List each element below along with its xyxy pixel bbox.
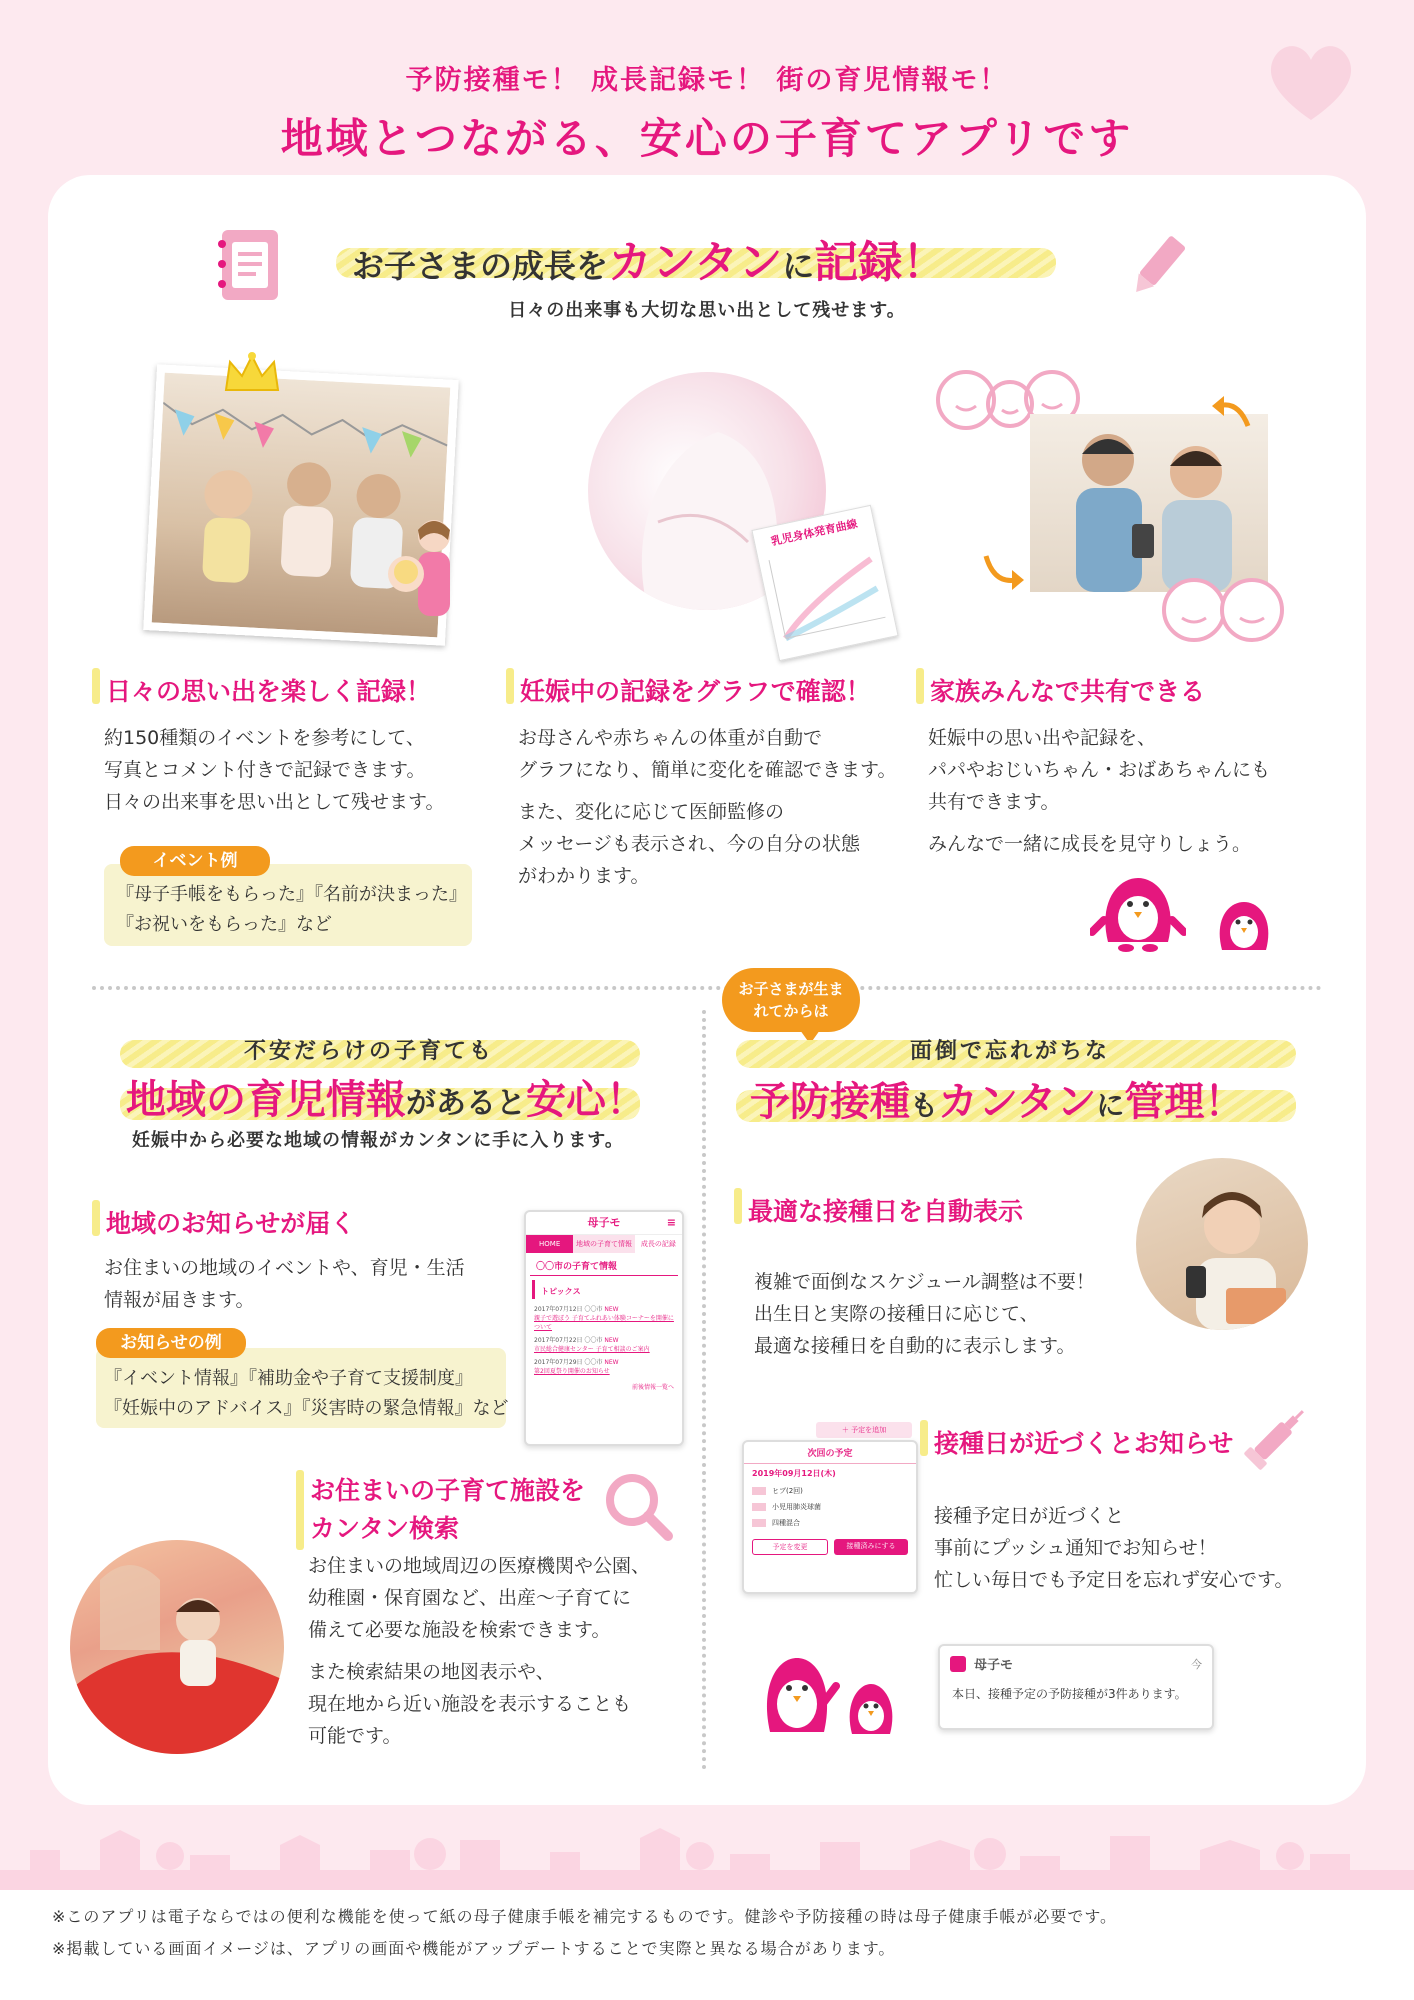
menu-icon[interactable]: ≡ <box>666 1216 676 1229</box>
notice-title: 地域のお知らせが届く <box>106 1209 356 1238</box>
change-schedule-button[interactable]: 予定を変更 <box>752 1539 828 1555</box>
schedule-mockup <box>742 1440 918 1594</box>
schedule-item: 小児用肺炎球菌 <box>744 1499 916 1515</box>
crown-icon <box>222 352 282 394</box>
feature-title-graph: 妊娠中の記録をグラフで確認！ <box>520 677 871 706</box>
syringe-icon <box>1236 1398 1316 1478</box>
growth-title: お子さまの成長をカンタンに記録！ <box>352 237 947 288</box>
local-subtitle: 妊娠中から必要な地域の情報がカンタンに手に入ります。 <box>132 1130 624 1151</box>
pencil-icon <box>1122 230 1194 302</box>
footer-note: ※掲載している画面イメージは、アプリの画面や機能がアップデートすることで実際と異なる場合があります。 <box>52 1939 896 1958</box>
topic-item[interactable]: 2017年07月22日 〇〇市 NEW 市民総合健康センター 子育て相談のご案内 <box>534 1337 650 1353</box>
column-divider <box>702 1010 706 1770</box>
schedule-item: 四種混合 <box>744 1515 916 1531</box>
growth-subtitle: 日々の出来事も大切な思い出として残せます。 <box>508 300 906 321</box>
vaccine-title: 予防接種もカンタンに管理！ <box>750 1079 1245 1125</box>
notice-example-label: お知らせの例 <box>96 1328 246 1358</box>
feature-title-memories: 日々の思い出を楽しく記録！ <box>106 677 432 706</box>
add-schedule-tab[interactable]: ＋ 予定を追加 <box>816 1422 912 1438</box>
feature-text-memories: 約150種類のイベントを参考にして、 写真とコメント付きで記録できます。 日々の出来事を思い出として残せます。 <box>104 727 445 813</box>
penguin-mascot-icon <box>1090 872 1186 954</box>
penguin-mascot-icon <box>754 1652 840 1740</box>
feature-marker <box>734 1188 742 1224</box>
event-example-label: イベント例 <box>120 846 270 876</box>
mother-baby-illustration-icon <box>378 512 468 622</box>
mark-done-button[interactable]: 接種済みにする <box>834 1539 908 1555</box>
feature-text-graph: お母さんや赤ちゃんの体重が自動で グラフになり、簡単に変化を確認できます。 また、変化に応じて医師監修の メッセージも表示され、今の自分の状態 がわかります。 <box>518 727 897 887</box>
feature-marker <box>92 668 100 704</box>
header-headline: 地域とつながる、安心の子育てアプリです <box>280 114 1134 163</box>
tab-growth[interactable]: 成長の記録 <box>635 1235 682 1253</box>
tab-home[interactable]: HOME <box>526 1235 573 1253</box>
feature-marker <box>506 668 514 704</box>
notification-text: 本日、接種予定の予防接種が3件あります。 <box>952 1687 1187 1701</box>
grandparents-photo <box>1030 414 1268 592</box>
local-title: 地域の育児情報があると安心！ <box>126 1077 646 1123</box>
auto-schedule-title: 最適な接種日を自動表示 <box>748 1197 1024 1226</box>
notification-app-name: 母子モ <box>974 1658 1014 1673</box>
feature-title-share: 家族みんなで共有できる <box>930 677 1206 706</box>
remind-title: 接種日が近づくとお知らせ <box>934 1429 1234 1458</box>
vaccine-title-small: 面倒で忘れがちな <box>910 1039 1111 1064</box>
playground-photo <box>70 1540 284 1754</box>
feature-marker <box>916 668 924 704</box>
growth-chart-label: 乳児身体発育曲線 <box>769 517 859 549</box>
arrow-curve-icon <box>980 552 1028 592</box>
town-silhouette <box>0 1810 1414 1890</box>
topics-label: トピックス <box>532 1280 676 1299</box>
feature-marker <box>92 1200 100 1236</box>
local-section-title: 〇〇市の子育て情報 <box>530 1253 678 1276</box>
event-example-text: 『母子手帳をもらった』『名前が決まった』 『お祝いをもらった』など <box>116 884 467 935</box>
push-notification[interactable] <box>938 1644 1214 1730</box>
more-link[interactable]: 前後情報一覧へ <box>631 1384 674 1391</box>
tab-local-info[interactable]: 地域の子育て情報 <box>573 1235 634 1253</box>
penguin-mascot-icon <box>842 1680 900 1740</box>
notice-text: お住まいの地域のイベントや、育児・生活 情報が届きます。 <box>104 1257 465 1311</box>
local-title-small: 不安だらけの子育ても <box>244 1039 495 1064</box>
notebook-icon <box>212 226 284 306</box>
arrow-curve-icon <box>1208 392 1256 432</box>
schedule-date: 2019年09月12日(木) <box>752 1469 836 1478</box>
mother-phone-photo <box>1136 1158 1308 1330</box>
search-title: お住まいの子育て施設を カンタン検索 <box>310 1476 586 1543</box>
heart-badge-icon <box>1262 38 1360 124</box>
schedule-item: ヒブ(2回) <box>744 1483 916 1499</box>
app-icon <box>950 1656 966 1672</box>
notification-time: 今 <box>1191 1657 1202 1671</box>
notice-example-text: 『イベント情報』『補助金や子育て支援制度』 『妊娠中のアドバイス』『災害時の緊急情報』など <box>104 1368 509 1419</box>
app-name: 母子モ <box>587 1216 621 1229</box>
app-screen-mockup <box>524 1210 684 1446</box>
magnifier-icon <box>602 1470 674 1542</box>
grandparents-faces-icon <box>1160 570 1284 644</box>
feature-text-share: 妊娠中の思い出や記録を、 パパやおじいちゃん・おばあちゃんにも 共有できます。 みんなで一緒に成長を見守りしょう。 <box>928 727 1271 855</box>
footer-note: ※このアプリは電子ならではの便利な機能を使って紙の母子健康手帳を補完するものです。健診や予防接種の時は母子健康手帳が必要です。 <box>52 1907 1118 1926</box>
section-divider <box>92 986 1322 990</box>
header-tagline: 予防接種モ！ 成長記録モ！ 街の育児情報モ！ <box>405 65 1009 96</box>
feature-marker <box>920 1420 928 1456</box>
topic-item[interactable]: 2017年07月29日 〇〇市 NEW 第2回夏祭り開催のお知らせ <box>534 1359 619 1375</box>
born-bubble: お子さまが生まれてからは <box>722 968 860 1032</box>
penguin-mascot-icon <box>1210 898 1278 958</box>
search-text: お住まいの地域周辺の医療機関や公園、 幼稚園・保育園など、出産〜子育てに 備えて必要な施設を検索できます。 また検索結果の地図表示や、 現在地から近い施設を表示することも 可能です。 <box>308 1555 651 1747</box>
auto-schedule-text: 複雑で面倒なスケジュール調整は不要！ 出生日と実際の接種日に応じて、 最適な接種日を自動的に表示します。 <box>754 1271 1095 1357</box>
feature-marker <box>296 1470 304 1550</box>
topic-item[interactable]: 2017年07月12日 〇〇市 NEW 親子で遊ぼう 子育てふれあい体験コーナーを開催について <box>534 1306 674 1331</box>
remind-text: 接種予定日が近づくと 事前にプッシュ通知でお知らせ！ 忙しい毎日でも予定日を忘れず安心です。 <box>934 1505 1294 1591</box>
schedule-header: 次回の予定 <box>744 1442 916 1464</box>
